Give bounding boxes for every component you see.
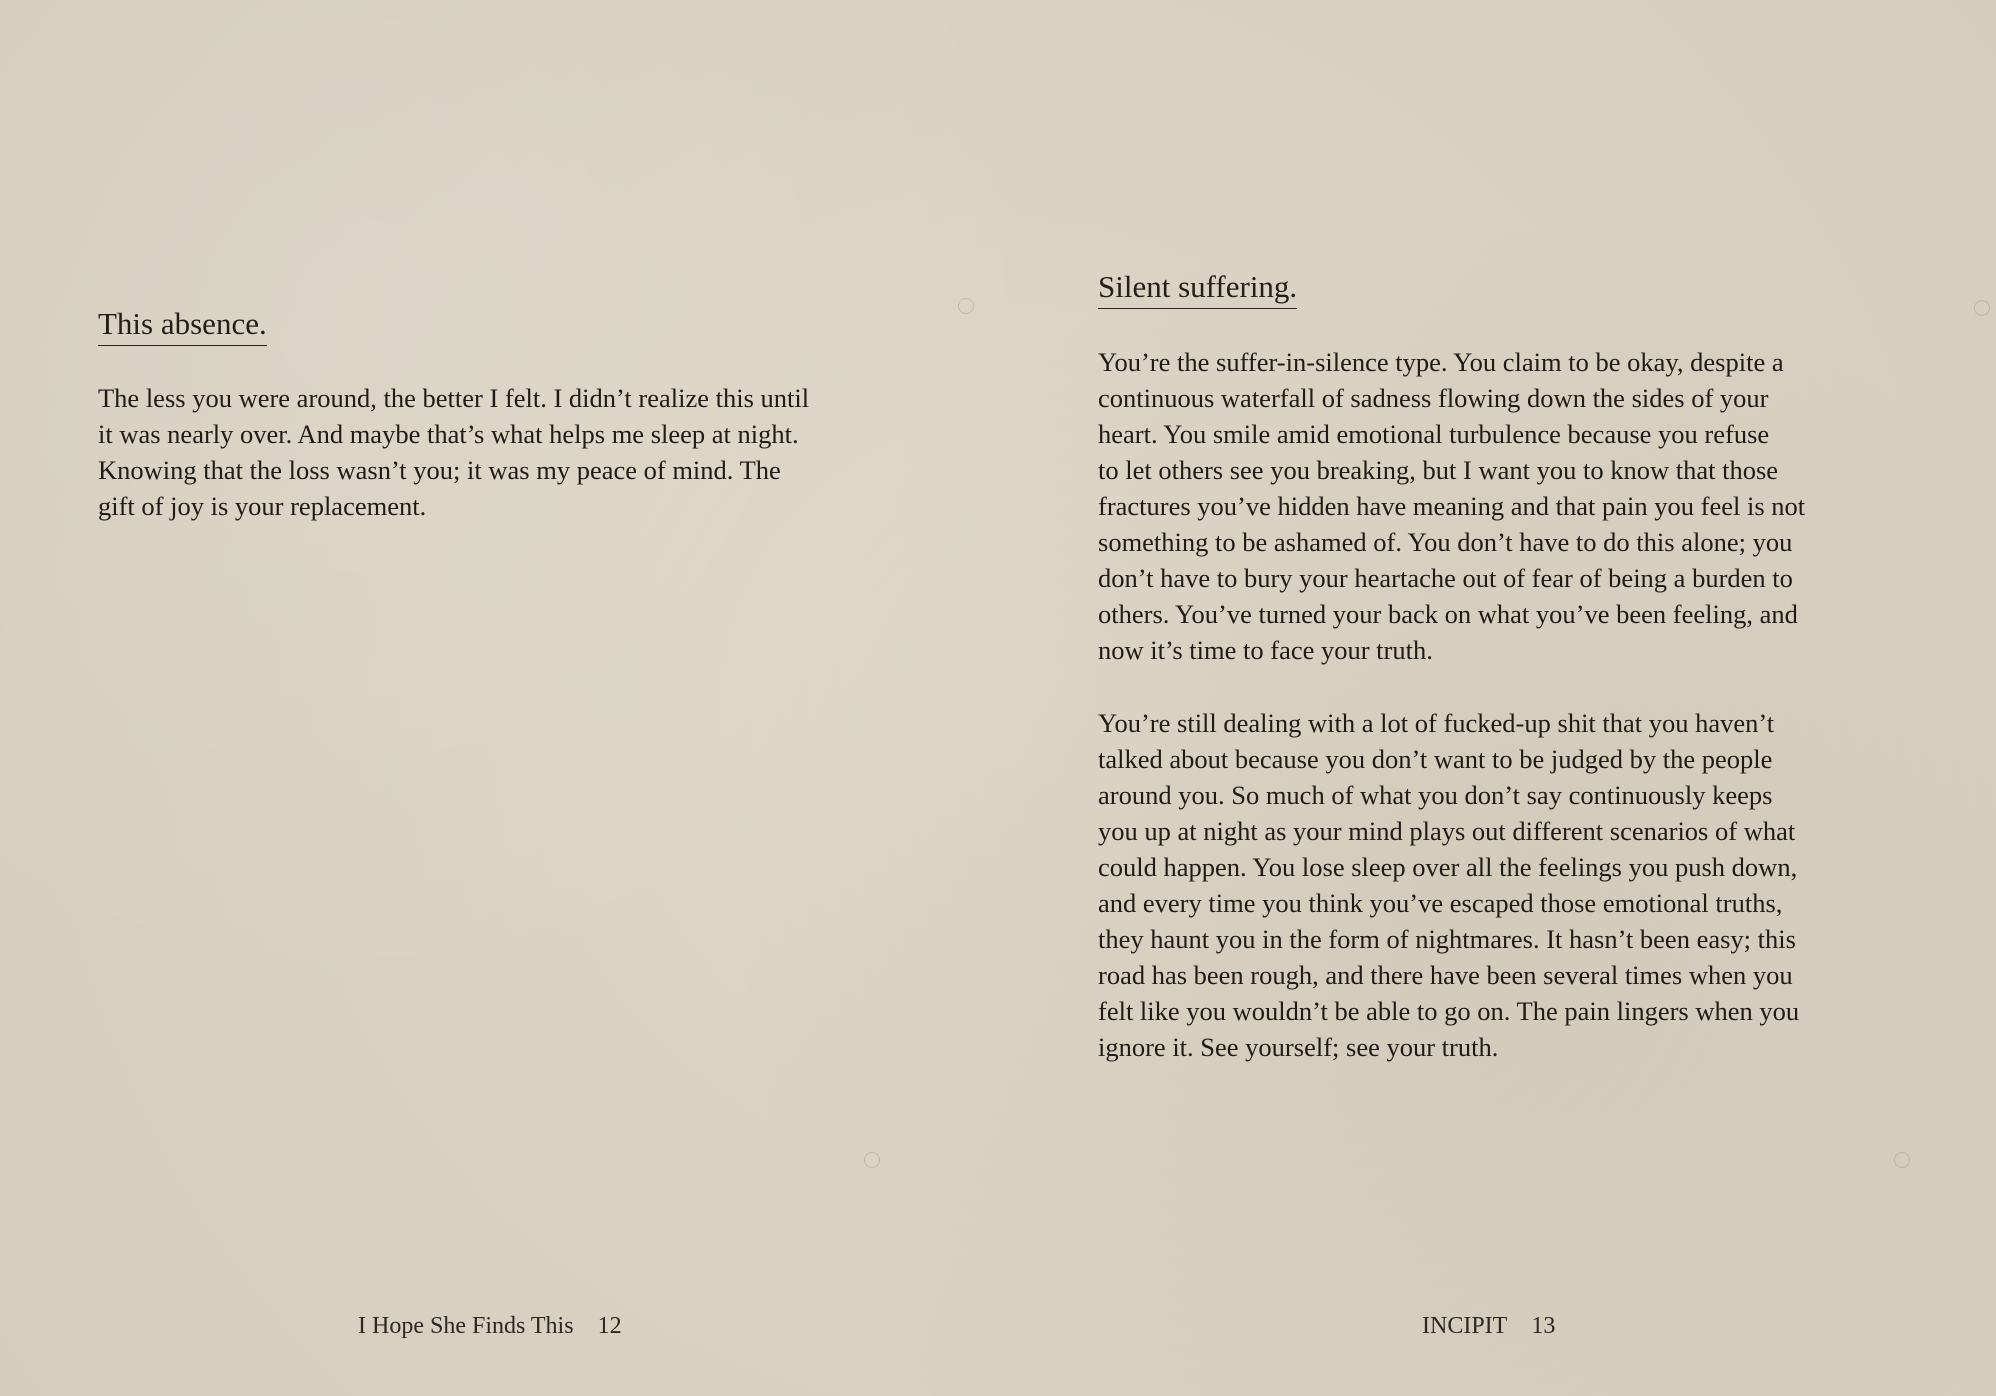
text-line: it was nearly over. And maybe that’s what helps me sleep at night. — [98, 419, 799, 449]
text-line: fractures you’ve hidden have meaning and that pain you feel is not — [1098, 491, 1806, 521]
paper-speck — [864, 1152, 880, 1168]
page-number: 13 — [1531, 1313, 1556, 1339]
text-line: and every time you think you’ve escaped those emotional truths, — [1098, 888, 1783, 918]
text-line: now it’s time to face your truth. — [1098, 635, 1433, 665]
page-number: 12 — [597, 1313, 622, 1339]
text-line: you up at night as your mind plays out different scenarios of what — [1098, 816, 1796, 846]
text-line: heart. You smile amid emotional turbulence because you refuse — [1098, 419, 1770, 449]
text-line: The less you were around, the better I felt. I didn’t realize this until — [98, 383, 810, 413]
text-line: You’re the suffer-in-silence type. You claim to be okay, despite a — [1098, 347, 1784, 377]
text-line: gift of joy is your replacement. — [98, 491, 427, 521]
text-line: road has been rough, and there have been several times when you — [1098, 960, 1793, 990]
right-page — [998, 0, 1996, 1396]
text-line: Knowing that the loss wasn’t you; it was my peace of mind. The — [98, 455, 781, 485]
poem-title-silent-suffering: Silent suffering. — [1098, 268, 1297, 309]
paper-speck — [1974, 300, 1990, 316]
paper-speck — [1894, 1152, 1910, 1168]
text-line: talked about because you don’t want to be judged by the people — [1098, 744, 1773, 774]
text-line: something to be ashamed of. You don’t have to do this alone; you — [1098, 527, 1793, 557]
poem-title-this-absence: This absence. — [98, 305, 267, 346]
left-page-footer — [358, 1311, 622, 1341]
text-line: You’re still dealing with a lot of fucked-up shit that you haven’t — [1098, 708, 1775, 738]
text-line: don’t have to bury your heartache out of fear of being a burden to — [1098, 563, 1793, 593]
poem-body-this-absence — [98, 380, 918, 524]
text-line: ignore it. See yourself; see your truth. — [1098, 1032, 1499, 1062]
paper-speck — [958, 298, 974, 314]
poem-paragraph-2 — [1098, 705, 1918, 1065]
text-line: could happen. You lose sleep over all the feelings you push down, — [1098, 852, 1798, 882]
text-line: to let others see you breaking, but I want you to know that those — [1098, 455, 1779, 485]
poem-paragraph-1 — [1098, 344, 1918, 668]
running-title: INCIPIT — [1422, 1313, 1508, 1339]
text-line: others. You’ve turned your back on what you’ve been feeling, and — [1098, 599, 1798, 629]
text-line: around you. So much of what you don’t say continuously keeps — [1098, 780, 1773, 810]
right-page-footer — [1422, 1311, 1555, 1341]
text-line: felt like you wouldn’t be able to go on. The pain lingers when you — [1098, 996, 1800, 1026]
text-line: continuous waterfall of sadness flowing down the sides of your — [1098, 383, 1769, 413]
running-title: I Hope She Finds This — [358, 1313, 574, 1339]
text-line: they haunt you in the form of nightmares. It hasn’t been easy; this — [1098, 924, 1796, 954]
